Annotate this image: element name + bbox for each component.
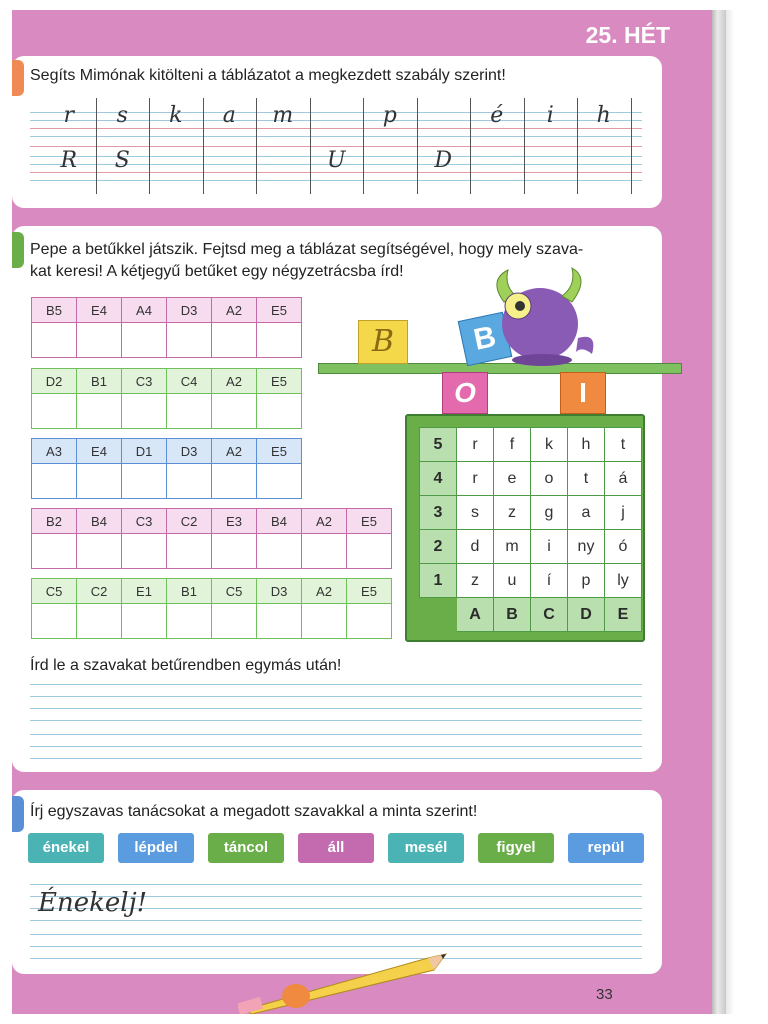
- grid-row-number: 1: [420, 564, 457, 598]
- code-cell: A2: [302, 509, 347, 534]
- task1-letter[interactable]: [470, 148, 524, 178]
- answer-cell[interactable]: [32, 464, 77, 499]
- answer-cell[interactable]: [257, 323, 302, 358]
- task1-letter[interactable]: é: [490, 103, 504, 128]
- code-cell: A2: [212, 369, 257, 394]
- task1-marker: [12, 60, 24, 96]
- answer-cell[interactable]: [212, 394, 257, 429]
- code-cell: B4: [77, 509, 122, 534]
- code-cell: C2: [167, 509, 212, 534]
- grid-letter: t: [568, 462, 605, 496]
- grid-row-number: 2: [420, 530, 457, 564]
- writing-line[interactable]: [30, 696, 642, 697]
- answer-cell[interactable]: [122, 604, 167, 639]
- answer-cell[interactable]: [77, 604, 122, 639]
- code-cell: E4: [77, 298, 122, 323]
- grid-row-number: 5: [420, 428, 457, 462]
- answer-cell[interactable]: [32, 604, 77, 639]
- grid-letter: u: [494, 564, 531, 598]
- grid-letter: r: [457, 428, 494, 462]
- code-cell: C2: [77, 579, 122, 604]
- task1-letter[interactable]: [256, 148, 310, 178]
- task1-letter[interactable]: h: [596, 103, 611, 128]
- task1-letter[interactable]: U: [326, 148, 346, 173]
- task1-letter[interactable]: s: [116, 103, 128, 128]
- code-table: [31, 508, 392, 569]
- grid-letter: a: [568, 496, 605, 530]
- answer-cell[interactable]: [212, 464, 257, 499]
- grid-letter: j: [605, 496, 642, 530]
- answer-cell[interactable]: [32, 394, 77, 429]
- grid-column-letter: E: [605, 598, 642, 632]
- writing-line[interactable]: [30, 720, 642, 721]
- answer-cell[interactable]: [122, 323, 167, 358]
- week-label: 25. HÉT: [585, 22, 670, 48]
- task1-letter[interactable]: k: [169, 103, 183, 128]
- answer-cell[interactable]: [257, 464, 302, 499]
- code-cell: C5: [212, 579, 257, 604]
- code-cell: E4: [77, 439, 122, 464]
- answer-cell[interactable]: [122, 464, 167, 499]
- code-cell: A2: [212, 298, 257, 323]
- task1-line: [30, 136, 642, 137]
- grid-letter: f: [494, 428, 531, 462]
- code-cell: B1: [77, 369, 122, 394]
- answer-cell[interactable]: [212, 604, 257, 639]
- grid-letter: ó: [605, 530, 642, 564]
- grid-letter: z: [494, 496, 531, 530]
- answer-cell[interactable]: [167, 464, 212, 499]
- task1-letter[interactable]: i: [546, 103, 554, 128]
- answer-cell[interactable]: [77, 464, 122, 499]
- answer-cell[interactable]: [302, 534, 347, 569]
- code-cell: D1: [122, 439, 167, 464]
- task1-instruction: Segíts Mimónak kitölteni a táblázatot a megkezdett szabály szerint!: [30, 67, 506, 84]
- answer-cell[interactable]: [122, 394, 167, 429]
- code-cell: D3: [167, 298, 212, 323]
- answer-cell[interactable]: [212, 534, 257, 569]
- block-i-orange: [560, 372, 606, 414]
- grid-letter: h: [568, 428, 605, 462]
- code-cell: B5: [32, 298, 77, 323]
- page-edge-light: [726, 10, 734, 1014]
- task2-marker: [12, 232, 24, 268]
- code-table: [31, 438, 302, 499]
- grid-letter: k: [531, 428, 568, 462]
- task3-instruction: Írj egyszavas tanácsokat a megadott szavakkal a minta szerint!: [30, 803, 478, 820]
- code-cell: E5: [257, 298, 302, 323]
- grid-letter: p: [568, 564, 605, 598]
- word-tile[interactable]: táncol: [208, 833, 284, 863]
- grid-letter: m: [494, 530, 531, 564]
- page-edge: [712, 10, 726, 1014]
- answer-cell[interactable]: [212, 323, 257, 358]
- task1-letter[interactable]: r: [63, 103, 75, 128]
- writing-line[interactable]: [30, 746, 642, 747]
- code-cell: E3: [212, 509, 257, 534]
- writing-line[interactable]: [30, 708, 642, 709]
- monster-illustration: [482, 262, 600, 368]
- block-b-yellow: [358, 320, 408, 364]
- task1-letter[interactable]: [524, 148, 578, 178]
- code-cell: E5: [257, 369, 302, 394]
- pencil-illustration: [238, 950, 460, 1014]
- code-cell: D3: [167, 439, 212, 464]
- grid-letter: e: [494, 462, 531, 496]
- code-cell: B1: [167, 579, 212, 604]
- block-letter: O: [454, 377, 476, 408]
- answer-cell[interactable]: [167, 534, 212, 569]
- answer-cell[interactable]: [257, 604, 302, 639]
- answer-cell[interactable]: [167, 394, 212, 429]
- task1-letter[interactable]: [577, 148, 631, 178]
- block-o-pink: [442, 372, 488, 414]
- block-letter: B: [470, 320, 499, 357]
- code-cell: D3: [257, 579, 302, 604]
- code-cell: C4: [167, 369, 212, 394]
- grid-letter: o: [531, 462, 568, 496]
- writing-line[interactable]: [30, 934, 642, 935]
- writing-line[interactable]: [30, 734, 642, 735]
- task1-letter[interactable]: m: [272, 103, 294, 128]
- answer-cell[interactable]: [32, 534, 77, 569]
- grid-letter: ny: [568, 530, 605, 564]
- grid-letter: í: [531, 564, 568, 598]
- task1-column-divider: [631, 98, 632, 194]
- grid-column-letter: B: [494, 598, 531, 632]
- task1-letter[interactable]: [310, 103, 364, 133]
- letter-grid: [419, 427, 642, 632]
- grid-letter: d: [457, 530, 494, 564]
- writing-line[interactable]: [30, 684, 642, 685]
- code-cell: E1: [122, 579, 167, 604]
- grid-column-letter: A: [457, 598, 494, 632]
- code-cell: E5: [257, 439, 302, 464]
- grid-letter: r: [457, 462, 494, 496]
- grid-corner: [420, 598, 457, 632]
- code-cell: A4: [122, 298, 167, 323]
- writing-line[interactable]: [30, 758, 642, 759]
- task1-letter[interactable]: [149, 148, 203, 178]
- answer-cell[interactable]: [77, 534, 122, 569]
- code-table: [31, 578, 392, 639]
- task1-letter[interactable]: p: [382, 103, 397, 128]
- writing-line[interactable]: [30, 946, 642, 947]
- grid-letter: i: [531, 530, 568, 564]
- task1-line: [30, 180, 642, 181]
- grid-letter: z: [457, 564, 494, 598]
- code-cell: C5: [32, 579, 77, 604]
- task1-letter[interactable]: [203, 148, 257, 178]
- grid-letter: t: [605, 428, 642, 462]
- code-cell: C3: [122, 509, 167, 534]
- page-number: 33: [596, 986, 613, 1003]
- word-tile[interactable]: áll: [298, 833, 374, 863]
- task1-letter[interactable]: [363, 148, 417, 178]
- word-tile[interactable]: énekel: [28, 833, 104, 863]
- code-table: [31, 368, 302, 429]
- answer-cell[interactable]: [302, 604, 347, 639]
- task2-write-instruction: Írd le a szavakat betűrendben egymás után!: [30, 657, 342, 674]
- grid-letter: g: [531, 496, 568, 530]
- grid-letter: ly: [605, 564, 642, 598]
- task1-letter[interactable]: S: [114, 148, 130, 173]
- task1-letter[interactable]: [417, 103, 471, 133]
- grid-row-number: 4: [420, 462, 457, 496]
- task1-letter[interactable]: D: [434, 148, 453, 173]
- grid-column-letter: D: [568, 598, 605, 632]
- grid-letter: s: [457, 496, 494, 530]
- task2-instruction-line1: Pepe a betűkkel játszik. Fejtsd meg a táblázat segítségével, hogy mely szava-: [30, 241, 584, 258]
- task2-instruction-line2: kat keresi! A kétjegyű betűket egy négyzetrácsba írd!: [30, 263, 404, 280]
- word-tile[interactable]: figyel: [478, 833, 554, 863]
- task1-letter[interactable]: R: [60, 148, 78, 173]
- grid-column-letter: C: [531, 598, 568, 632]
- example-answer: Énekelj!: [38, 888, 148, 918]
- answer-cell[interactable]: [257, 394, 302, 429]
- answer-cell[interactable]: [77, 394, 122, 429]
- answer-cell[interactable]: [347, 534, 392, 569]
- code-cell: C3: [122, 369, 167, 394]
- code-cell: A2: [302, 579, 347, 604]
- writing-line[interactable]: [30, 920, 642, 921]
- answer-cell[interactable]: [167, 323, 212, 358]
- code-cell: D2: [32, 369, 77, 394]
- word-tile[interactable]: mesél: [388, 833, 464, 863]
- code-cell: B4: [257, 509, 302, 534]
- answer-cell[interactable]: [347, 604, 392, 639]
- task1-separator: [30, 146, 642, 147]
- code-cell: E5: [347, 579, 392, 604]
- code-cell: B2: [32, 509, 77, 534]
- task1-letter[interactable]: a: [222, 103, 236, 128]
- task3-marker: [12, 796, 24, 832]
- code-table: [31, 297, 302, 358]
- answer-cell[interactable]: [122, 534, 167, 569]
- answer-cell[interactable]: [167, 604, 212, 639]
- writing-line[interactable]: [30, 884, 642, 885]
- answer-cell[interactable]: [77, 323, 122, 358]
- answer-cell[interactable]: [257, 534, 302, 569]
- grid-letter: á: [605, 462, 642, 496]
- grid-row-number: 3: [420, 496, 457, 530]
- word-tile[interactable]: repül: [568, 833, 644, 863]
- answer-cell[interactable]: [32, 323, 77, 358]
- block-letter: I: [579, 377, 587, 408]
- code-cell: E5: [347, 509, 392, 534]
- code-cell: A3: [32, 439, 77, 464]
- word-tile[interactable]: lépdel: [118, 833, 194, 863]
- code-cell: A2: [212, 439, 257, 464]
- block-letter: B: [371, 324, 395, 359]
